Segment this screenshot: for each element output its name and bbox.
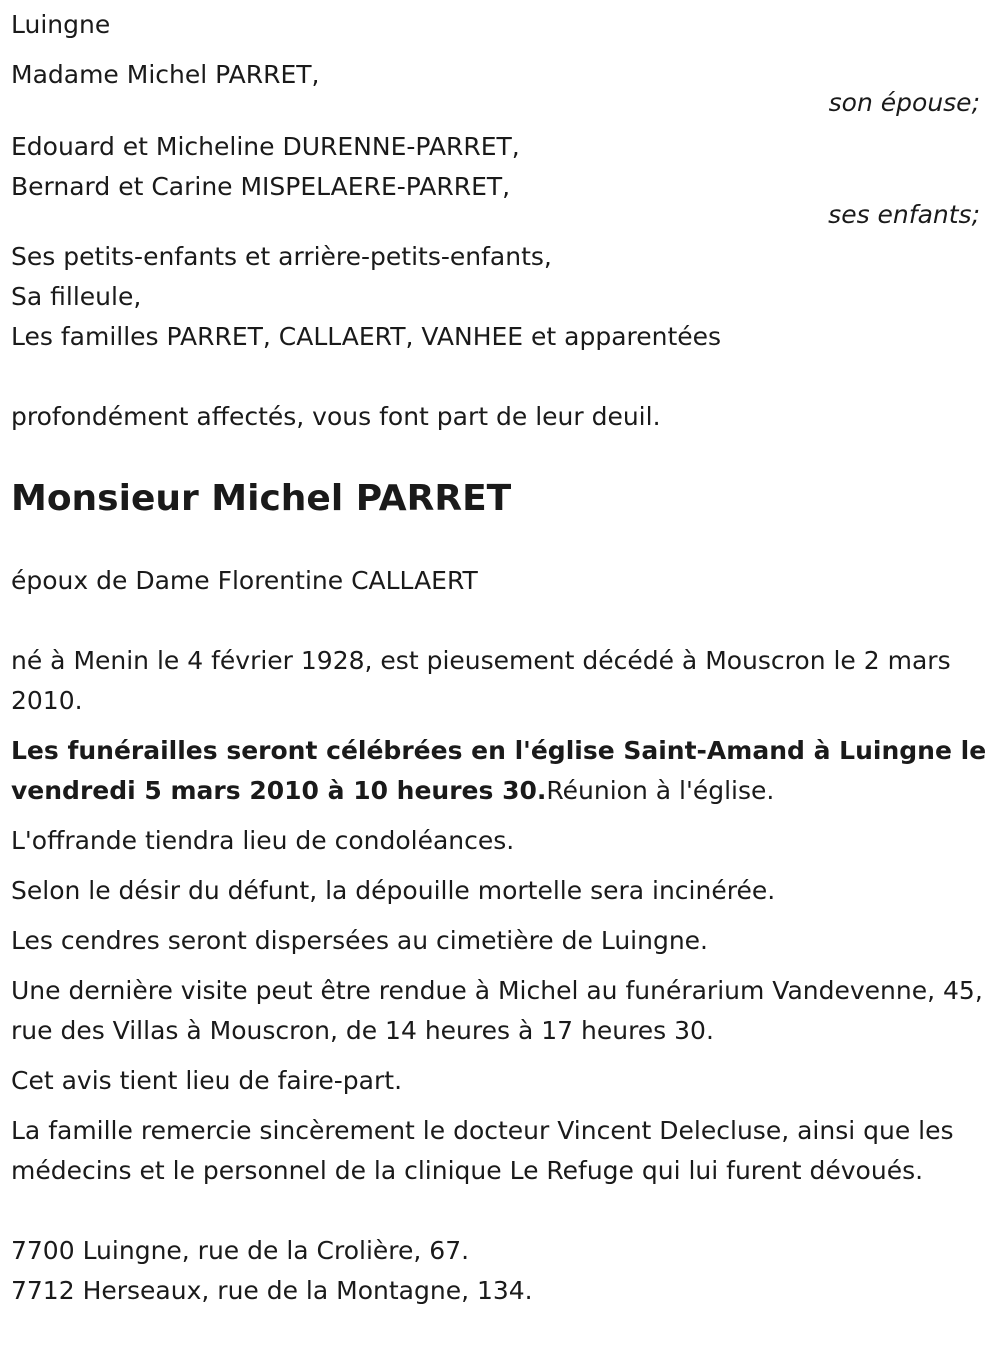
funeral-details: Les funérailles seront célébrées en l'église Saint-Amand à Luingne le vendredi 5 mars 2010 à 10 heures 30. xyxy=(11,736,987,805)
announcement: profondément affectés, vous font part de leur deuil. xyxy=(11,402,661,431)
deceased-name: Monsieur Michel PARRET xyxy=(11,478,512,519)
grandchildren-line: Ses petits-enfants et arrière-petits-enfants, xyxy=(11,242,552,271)
funeral-paragraph xyxy=(11,731,990,811)
cremation-paragraph: Selon le désir du défunt, la dépouille mortelle sera incinérée. xyxy=(11,876,776,905)
thanks-paragraph: La famille remercie sincèrement le docteur Vincent Delecluse, ainsi que les médecins et le personnel de la clinique Le Refuge qui lui furent dévoués. xyxy=(11,1116,954,1185)
spouse-name: Madame Michel PARRET, xyxy=(11,60,320,89)
godchild-line: Sa filleule, xyxy=(11,282,142,311)
locality: Luingne xyxy=(11,10,111,39)
address-herseaux: 7712 Herseaux, rue de la Montagne, 134. xyxy=(11,1276,533,1305)
ashes-paragraph: Les cendres seront dispersées au cimetière de Luingne. xyxy=(11,926,708,955)
child-line-2: Bernard et Carine MISPELAERE-PARRET, xyxy=(11,172,511,201)
spouse-role: son épouse; xyxy=(828,88,980,117)
spouse-of: époux de Dame Florentine CALLAERT xyxy=(11,566,478,595)
child-line-1: Edouard et Micheline DURENNE-PARRET, xyxy=(11,132,520,161)
children-role: ses enfants; xyxy=(828,200,980,229)
families-line: Les familles PARRET, CALLAERT, VANHEE et apparentées xyxy=(11,322,722,351)
funeral-meeting: Réunion à l'église. xyxy=(546,776,775,805)
offering-paragraph: L'offrande tiendra lieu de condoléances. xyxy=(11,826,515,855)
birth-death: né à Menin le 4 février 1928, est pieusement décédé à Mouscron le 2 mars 2010. xyxy=(11,646,951,715)
address-luingne: 7700 Luingne, rue de la Crolière, 67. xyxy=(11,1236,470,1265)
visit-paragraph: Une dernière visite peut être rendue à Michel au funérarium Vandevenne, 45, rue des Villas à Mouscron, de 14 heures à 17 heures 30. xyxy=(11,976,983,1045)
notice-paragraph: Cet avis tient lieu de faire-part. xyxy=(11,1066,403,1095)
